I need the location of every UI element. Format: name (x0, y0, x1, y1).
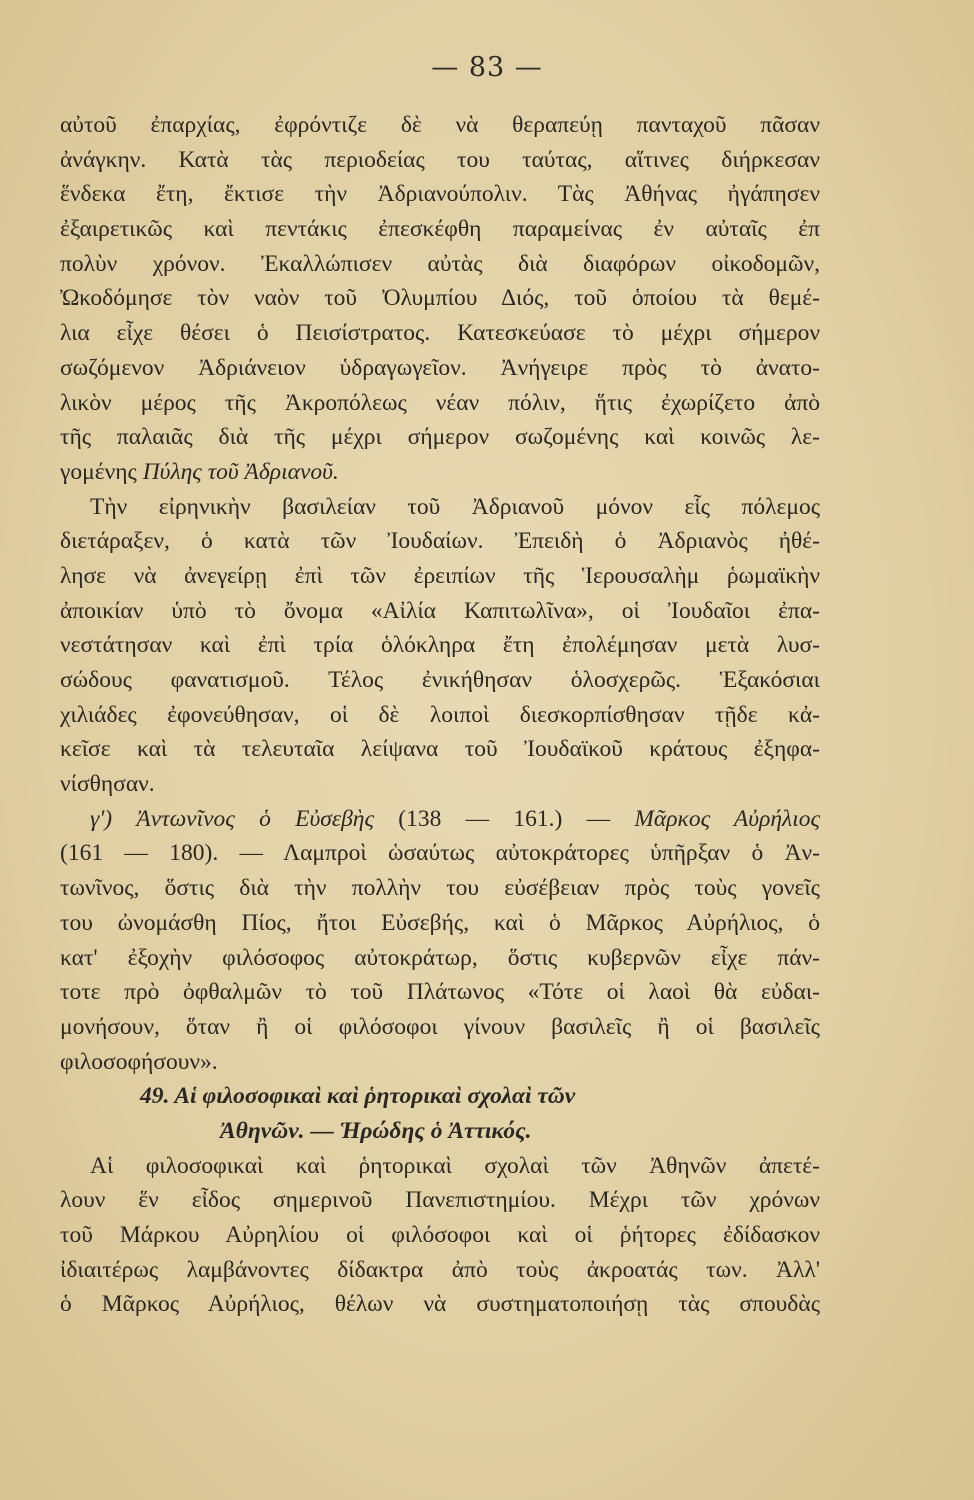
text-line: ἰδιαιτέρως λαμβάνοντες δίδακτρα ἀπὸ τοὺς ἀκροατάς των. Ἀλλ' (60, 1256, 820, 1283)
text-line: πολὺν χρόνον. Ἐκαλλώπισεν αὐτὰς διὰ διαφόρων οἰκοδομῶν, (60, 250, 820, 277)
text-line: τωνῖνος, ὅστις διὰ τὴν πολλὴν του εὐσέβειαν πρὸς τοὺς γονεῖς (60, 875, 820, 902)
section-heading-49: 49. Αἱ φιλοσοφικαὶ καὶ ῥητορικαὶ σχολαὶ τῶν (140, 1083, 576, 1110)
text-line: κατ' ἐξοχὴν φιλόσοφος αὐτοκράτωρ, ὅστις κυβερνῶν εἶχε πάν- (60, 944, 820, 971)
body-text (60, 108, 820, 1322)
text-line: φιλοσοφήσουν». (60, 1048, 218, 1075)
text-line: χιλιάδες ἐφονεύθησαν, οἱ δὲ λοιποὶ διεσκορπίσθησαν τῇδε κἀ- (60, 701, 820, 728)
text-line: ἀνάγκην. Κατὰ τὰς περιοδείας του ταύτας, αἵτινες διήρκεσαν (60, 146, 820, 173)
text-line: αὐτοῦ ἐπαρχίας, ἐφρόντιζε δὲ νὰ θεραπεύῃ πανταχοῦ πᾶσαν (60, 112, 820, 138)
paragraph-start (60, 802, 820, 837)
text-line: λικὸν μέρος τῆς Ἀκροπόλεως νέαν πόλιν, ἥτις ἐχωρίζετο ἀπὸ (60, 389, 820, 416)
text-line: σώδους φανατισμοῦ. Τέλος ἐνικήθησαν ὁλοσχερῶς. Ἑξακόσιαι (60, 667, 820, 693)
text-line: τοτε πρὸ ὀφθαλμῶν τὸ τοῦ Πλάτωνος «Τότε οἱ λαοὶ θὰ εὐδαι- (60, 979, 820, 1006)
text-fragment: γομένης (60, 458, 137, 485)
section-heading-49-continued: Ἀθηνῶν. — Ἡρώδης ὁ Ἀττικός. (220, 1117, 532, 1144)
text-line: ἕνδεκα ἔτη, ἔκτισε τὴν Ἀδριανούπολιν. Τὰς Ἀθήνας ἠγάπησεν (60, 181, 820, 208)
text-line: του ὠνομάσθη Πίος, ἤτοι Εὐσεβής, καὶ ὁ Μᾶρκος Αὐρήλιος, ὁ (60, 909, 820, 936)
text-line: διετάραξεν, ὁ κατὰ τῶν Ἰουδαίων. Ἐπειδὴ ὁ Ἀδριανὸς ἠθέ- (60, 528, 820, 555)
text-line: σωζόμενον Ἀδριάνειον ὑδραγωγεῖον. Ἀνήγειρε πρὸς τὸ ἀνατο- (60, 354, 820, 381)
italic-place-name: Πύλης τοῦ Ἀδριανοῦ. (142, 458, 339, 485)
text-line: τῆς παλαιᾶς διὰ τῆς μέχρι σήμερον σωζομένης καὶ κοινῶς λε- (60, 424, 820, 451)
text-line: Ὠκοδόμησε τὸν ναὸν τοῦ Ὀλυμπίου Διός, τοῦ ὁποίου τὰ θεμέ- (60, 285, 820, 312)
text-line: ἐξαιρετικῶς καὶ πεντάκις ἐπεσκέφθη παραμείνας ἐν αὐταῖς ἐπ (60, 216, 820, 243)
italic-name: Μᾶρκος Αὐρήλιος (634, 805, 820, 832)
text-line: νίσθησαν. (60, 771, 155, 798)
text-line: (161 — 180). — Λαμπροὶ ὡσαύτως αὐτοκράτορες ὑπῆρξαν ὁ Ἀν- (60, 840, 820, 867)
text-line: λησε νὰ ἀνεγείρῃ ἐπὶ τῶν ἐρειπίων τῆς Ἱερουσαλὴμ ῥωμαϊκὴν (60, 562, 820, 589)
text-line (60, 455, 820, 490)
text-fragment: (138 — 161.) — (398, 805, 611, 832)
text-line: κεῖσε καὶ τὰ τελευταῖα λείψανα τοῦ Ἰουδαϊκοῦ κράτους ἐξηφα- (60, 736, 820, 763)
text-line: ἀποικίαν ὑπὸ τὸ ὄνομα «Αἰλία Καπιτωλῖνα», οἱ Ἰουδαῖοι ἐπα- (60, 597, 820, 624)
text-line: τοῦ Μάρκου Αὐρηλίου οἱ φιλόσοφοι καὶ οἱ ῥήτορες ἐδίδασκον (60, 1222, 820, 1248)
text-line: ὁ Μᾶρκος Αὐρήλιος, θέλων νὰ συστηματοποιήσῃ τὰς σπουδὰς (60, 1291, 820, 1318)
page-number: — 83 — (431, 52, 543, 83)
text-line: λουν ἕν εἶδος σημερινοῦ Πανεπιστημίου. Μέχρι τῶν χρόνων (60, 1187, 820, 1214)
text-line: μονήσουν, ὅταν ἢ οἱ φιλόσοφοι γίνουν βασιλεῖς ἢ οἱ βασιλεῖς (60, 1013, 820, 1040)
italic-subheading: γ') Ἀντωνῖνος ὁ Εὐσεβὴς (90, 805, 374, 832)
paragraph-start: Τὴν εἰρηνικὴν βασιλείαν τοῦ Ἀδριανοῦ μόνον εἷς πόλεμος (90, 493, 820, 520)
paragraph-start: Αἱ φιλοσοφικαὶ καὶ ῥητορικαὶ σχολαὶ τῶν Ἀθηνῶν ἀπετέ- (90, 1152, 820, 1179)
text-line: λια εἶχε θέσει ὁ Πεισίστρατος. Κατεσκεύασε τὸ μέχρι σήμερον (60, 320, 820, 347)
text-line: νεστάτησαν καὶ ἐπὶ τρία ὁλόκληρα ἔτη ἐπολέμησαν μετὰ λυσ- (60, 632, 820, 659)
